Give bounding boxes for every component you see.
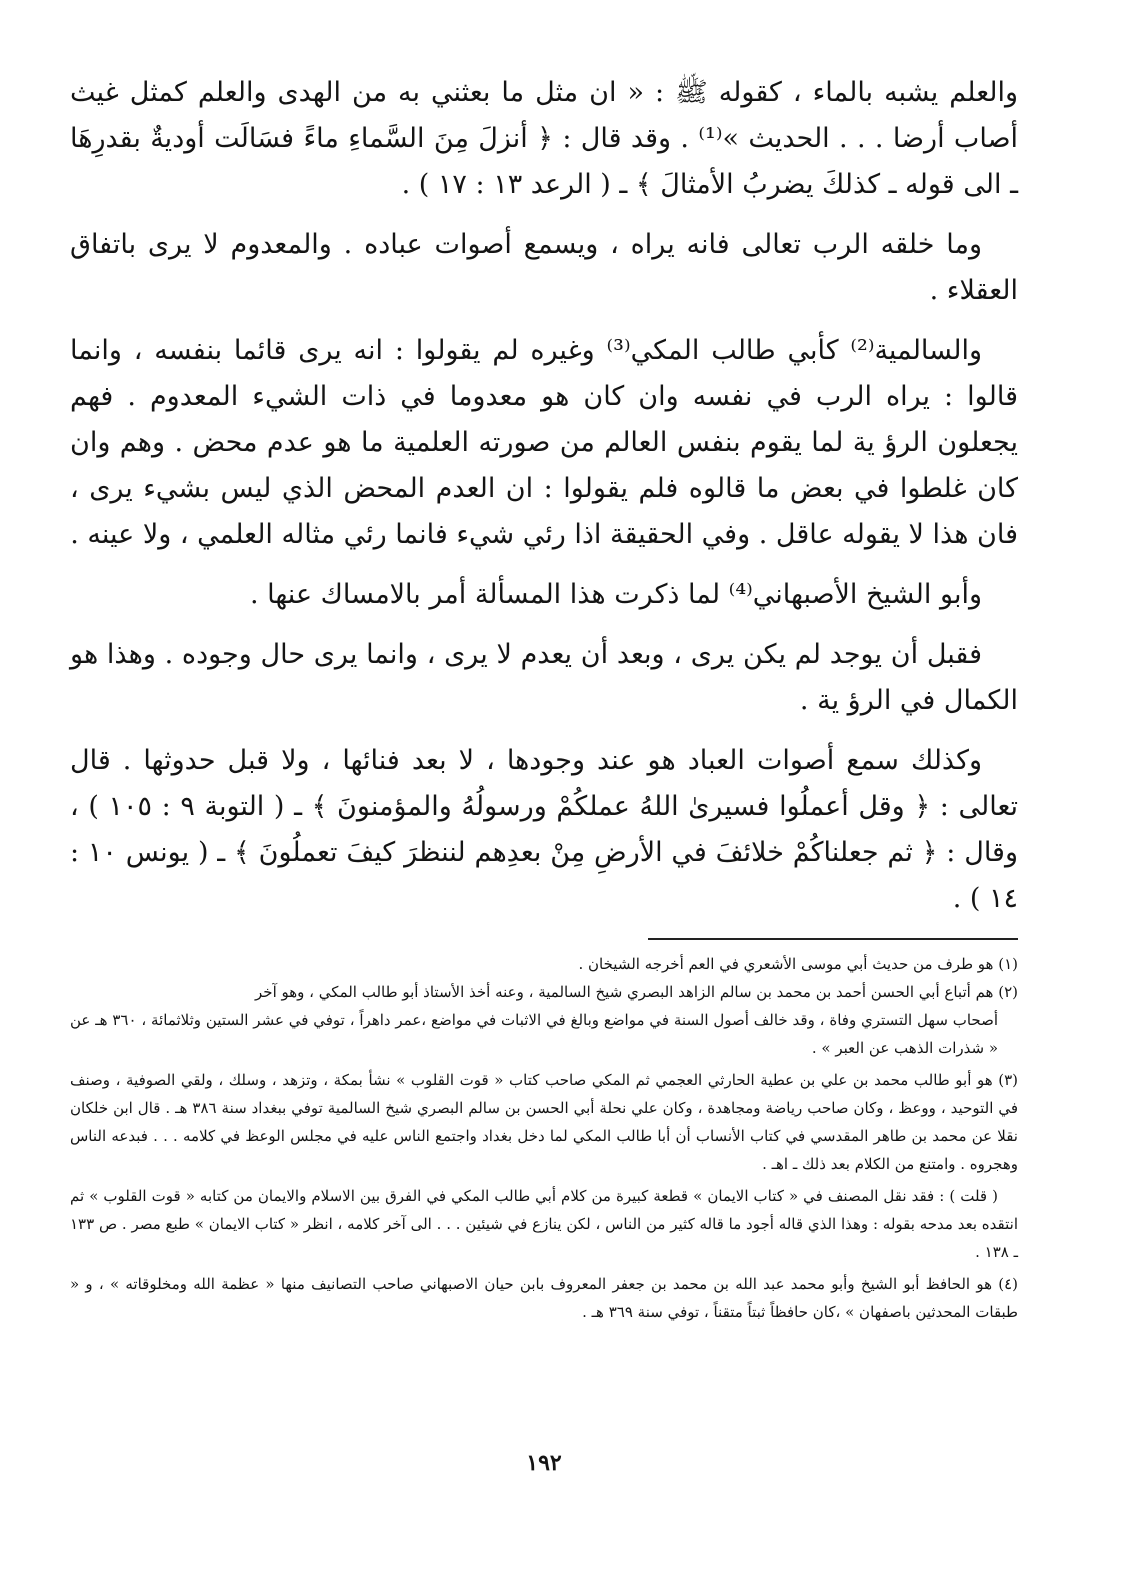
paragraph-2: وما خلقه الرب تعالى فانه يراه ، ويسمع أصوات عباده . والمعدوم لا يرى باتفاق العقلاء . bbox=[70, 229, 1018, 306]
paragraph-5: فقبل أن يوجد لم يكن يرى ، وبعد أن يعدم لا يرى ، وانما يرى حال وجوده . وهذا هو الكمال في الرؤ ية . bbox=[70, 639, 1018, 716]
main-text bbox=[70, 70, 1018, 922]
paragraph-4: وأبو الشيخ الأصبهاني⁽⁴⁾ لما ذكرت هذا المسألة أمر بالامساك عنها . bbox=[249, 579, 982, 610]
footnote-3: (٣) هو أبو طالب محمد بن علي بن عطية الحارثي العجمي ثم المكي صاحب كتاب « قوت القلوب » نشأ بمكة ، وتزهد ، وسلك ، ولقي الصوفية ، وصنف في التوحيد ، ووعظ ، وكان صاحب رياضة ومجاهدة ، وكان علي نحلة أبي الحسن بن سالم البصري شيخ السالمية توفي ببغداد سنة ٣٨٦ هـ . قال ابن خلكان نقلا عن محمد بن طاهر المقدسي في كتاب الأنساب أن أبا طالب المكي لما دخل بغداد واجتمع الناس عليه في مجلس الوعظ في كلامه . . . فبدعه الناس وهجروه . وامتنع من الكلام بعد ذلك ـ اهـ . bbox=[70, 1071, 1018, 1173]
footnote-1: (١) هو طرف من حديث أبي موسى الأشعري في العم أخرجه الشيخان . bbox=[578, 955, 1018, 973]
footnote-2-continuation: أصحاب سهل التستري وفاة ، وقد خالف أصول السنة في مواضع وبالغ في الاثبات في مواضع ،عمر داهراً ، توفي في عشر الستين وثلاثمائة ، ٣٦٠ هـ عن « شذرات الذهب عن العبر » . bbox=[70, 1011, 998, 1057]
paragraph-1: والعلم يشبه بالماء ، كقوله ﷺ : « ان مثل ما بعثني به من الهدى والعلم كمثل غيث أصاب أرضا . . . الحديث »⁽¹⁾ . وقد قال : ﴿ أنزلَ مِنَ السَّماءِ ماءً فسَالَت أوديةٌ بقدرِهَا ـ الى قوله ـ كذلكَ يضربُ الأمثالَ ﴾ ـ ( الرعد ١٣ : ١٧ ) . bbox=[70, 77, 1018, 200]
paragraph-3: والسالمية⁽²⁾ كأبي طالب المكي⁽³⁾ وغيره لم يقولوا : انه يرى قائما بنفسه ، وانما قالوا : يراه الرب في نفسه وان كان هو معدوما في ذات الشيء المعدوم . فهم يجعلون الرؤ ية لما يقوم بنفس العالم من صورته العلمية ما هو عدم محض . وهم وان كان غلطوا في بعض ما قالوه فلم يقولوا : ان العدم المحض الذي ليس بشيء يرى ، فان هذا لا يقوله عاقل . وفي الحقيقة اذا رئي شيء فانما رئي مثاله العلمي ، ولا عينه . bbox=[70, 335, 1018, 550]
book-page bbox=[70, 70, 1018, 1550]
footnotes bbox=[70, 950, 1018, 1326]
paragraph-6: وكذلك سمع أصوات العباد هو عند وجودها ، لا بعد فنائها ، ولا قبل حدوثها . قال تعالى : ﴿ وقل أعملُوا فسيرىٰ اللهُ عملكُمْ ورسولُهُ والمؤمنونَ ﴾ ـ ( التوبة ٩ : ١٠٥ ) ، وقال : ﴿ ثم جعلناكُمْ خلائفَ في الأرضِ مِنْ بعدِهم لننظرَ كيفَ تعملُونَ ﴾ ـ ( يونس ١٠ : ١٤ ) . bbox=[70, 745, 1019, 914]
footnote-2: (٢) هم أتباع أبي الحسن أحمد بن محمد بن سالم الزاهد البصري شيخ السالمية ، وعنه أخذ الأستاذ أبو طالب المكي ، وهو آخر bbox=[255, 983, 1018, 1001]
footnote-4: (٤) هو الحافظ أبو الشيخ وأبو محمد عبد الله بن محمد بن جعفر المعروف بابن حيان الاصبهاني صاحب التصانيف منها « عظمة الله ومخلوقاته » ، و « طبقات المحدثين باصفهان » ،كان حافظاً ثبتاً متقناً ، توفي سنة ٣٦٩ هـ . bbox=[70, 1275, 1018, 1321]
footnote-3-note: ( قلت ) : فقد نقل المصنف في « كتاب الايمان » قطعة كبيرة من كلام أبي طالب المكي في الفرق بين الاسلام والايمان من كتابه « قوت القلوب » ثم انتقده بعد مدحه بقوله : وهذا الذي قاله أجود ما قاله كثير من الناس ، لكن ينازع في شيئين . . . الى آخر كلامه ، انظر « كتاب الايمان » طبع مصر . ص ١٣٣ ـ ١٣٨ . bbox=[70, 1187, 1018, 1261]
footnote-divider bbox=[648, 938, 1018, 940]
page-number: ١٩٢ bbox=[526, 1450, 562, 1476]
